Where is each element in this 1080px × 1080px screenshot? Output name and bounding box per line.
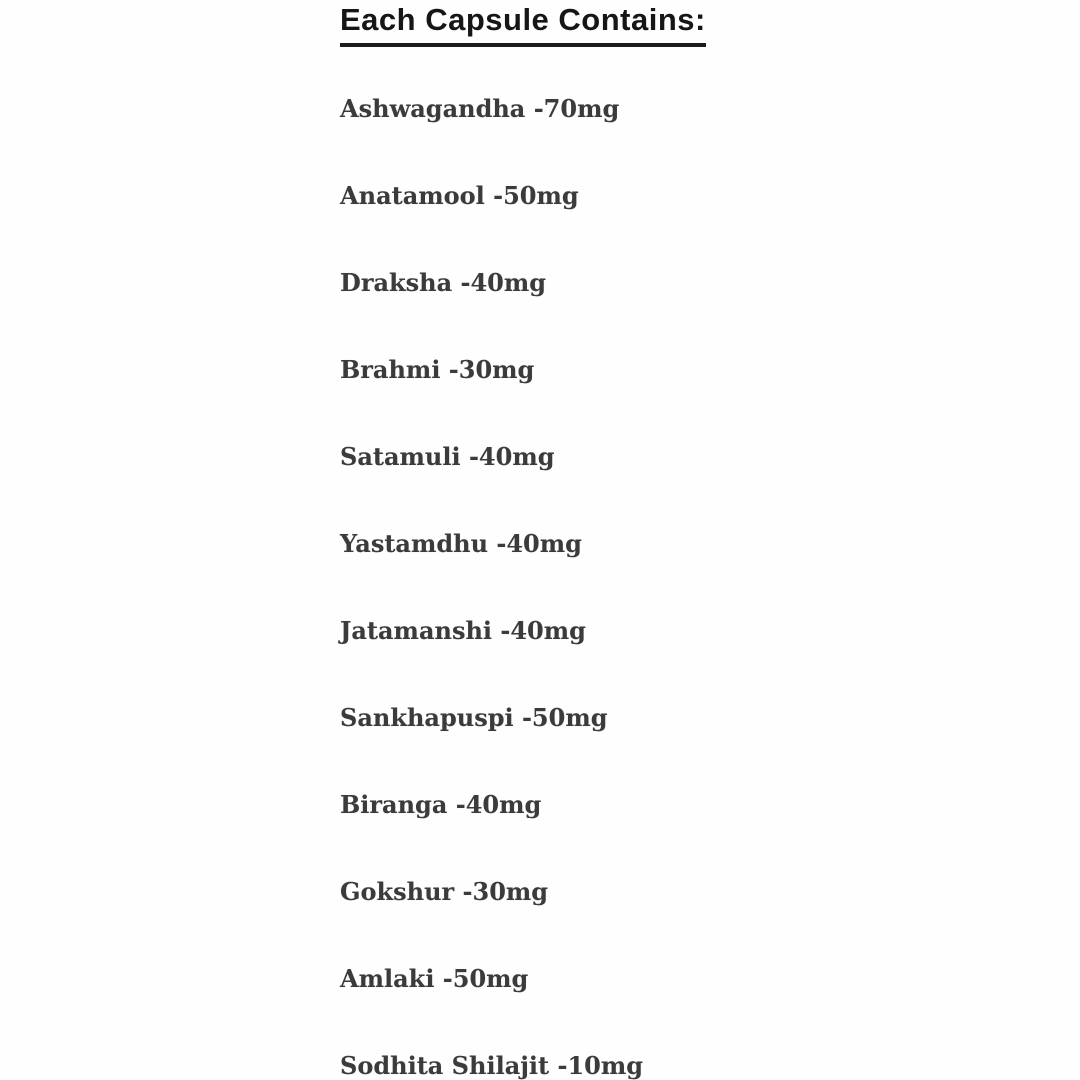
ingredient-item-satamuli: Satamuli -40mg xyxy=(340,442,555,471)
ingredient-item-sodhita-shilajit: Sodhita Shilajit -10mg xyxy=(340,1051,644,1080)
ingredient-item-anatamool: Anatamool -50mg xyxy=(340,181,579,210)
ingredient-item-amlaki: Amlaki -50mg xyxy=(340,964,529,993)
ingredient-item-jatamanshi: Jatamanshi -40mg xyxy=(340,616,586,645)
page-title: Each Capsule Contains: xyxy=(340,2,706,47)
ingredient-item-biranga: Biranga -40mg xyxy=(340,790,542,819)
ingredient-item-yastamdhu: Yastamdhu -40mg xyxy=(340,529,582,558)
ingredient-list xyxy=(340,94,643,1080)
ingredient-item-gokshur: Gokshur -30mg xyxy=(340,877,549,906)
ingredient-item-draksha: Draksha -40mg xyxy=(340,268,547,297)
ingredient-item-ashwagandha: Ashwagandha -70mg xyxy=(340,94,620,123)
ingredient-item-sankhapuspi: Sankhapuspi -50mg xyxy=(340,703,608,732)
ingredient-item-brahmi: Brahmi -30mg xyxy=(340,355,535,384)
